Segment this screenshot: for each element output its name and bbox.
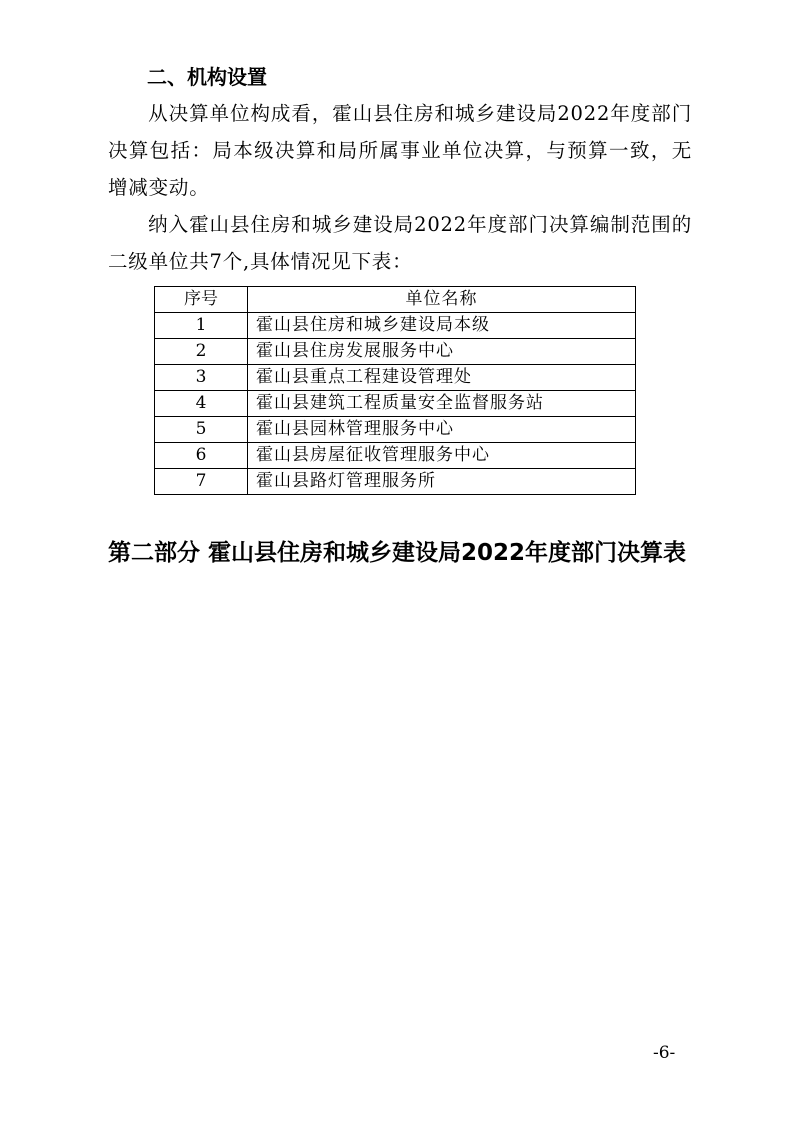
part-heading: 第二部分 霍山县住房和城乡建设局2022年度部门决算表 (108, 540, 687, 566)
page-number: -6- (653, 1043, 676, 1063)
paragraph-scope (108, 206, 692, 280)
row-name: 霍山县住房发展服务中心 (248, 339, 636, 365)
row-no: 2 (155, 339, 248, 365)
row-name: 霍山县园林管理服务中心 (248, 417, 636, 443)
row-no: 5 (155, 417, 248, 443)
row-no: 3 (155, 365, 248, 391)
row-no: 6 (155, 443, 248, 469)
table-row (155, 417, 636, 443)
row-no: 1 (155, 313, 248, 339)
row-name: 霍山县房屋征收管理服务中心 (248, 443, 636, 469)
table-header-row (155, 287, 636, 313)
row-no: 4 (155, 391, 248, 417)
row-name: 霍山县住房和城乡建设局本级 (248, 313, 636, 339)
section-heading: 二、机构设置 (147, 65, 267, 89)
paragraph-text: 纳入霍山县住房和城乡建设局2022年度部门决算编制范围的二级单位共7个,具体情况见下表： (108, 213, 692, 273)
row-name: 霍山县重点工程建设管理处 (248, 365, 636, 391)
header-no: 序号 (155, 287, 248, 313)
unit-table (154, 286, 636, 495)
header-name: 单位名称 (248, 287, 636, 313)
paragraph-unit-composition (108, 95, 692, 206)
table-row (155, 391, 636, 417)
row-name: 霍山县路灯管理服务所 (248, 469, 636, 495)
table-row (155, 313, 636, 339)
table-row (155, 339, 636, 365)
table-row (155, 469, 636, 495)
table-row (155, 365, 636, 391)
table-row (155, 443, 636, 469)
paragraph-text: 从决算单位构成看，霍山县住房和城乡建设局2022年度部门决算包括：局本级决算和局所属事业单位决算，与预算一致，无增减变动。 (108, 102, 692, 199)
row-no: 7 (155, 469, 248, 495)
row-name: 霍山县建筑工程质量安全监督服务站 (248, 391, 636, 417)
